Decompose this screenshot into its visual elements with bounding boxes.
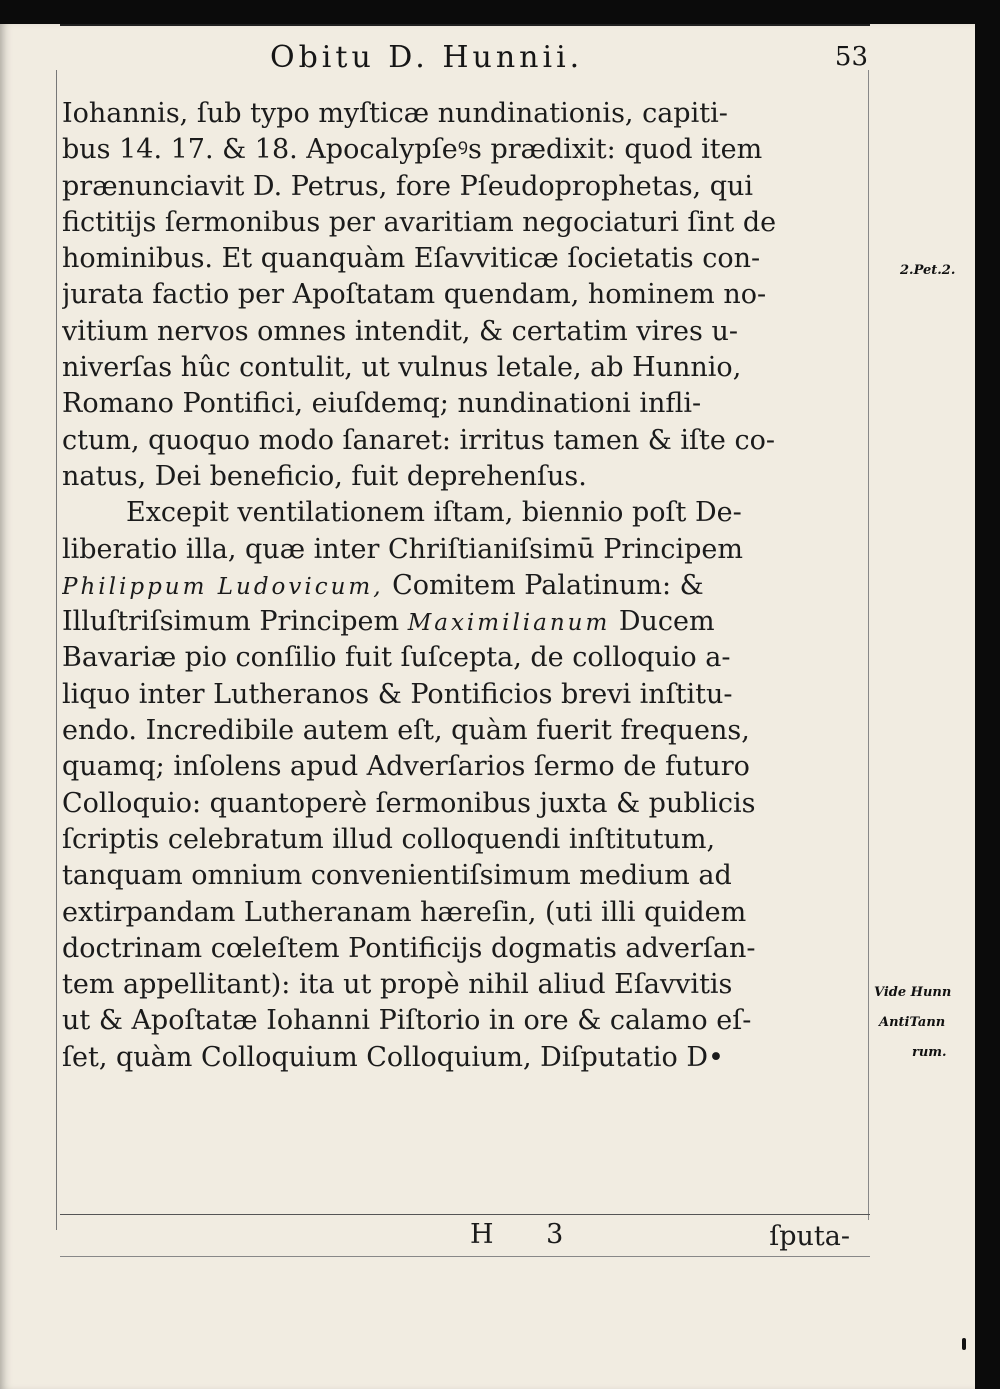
marginal-reference-line-2: AntiTann	[879, 1015, 946, 1030]
text-line: natus, Dei beneficio, fuit deprehenſus.	[62, 460, 587, 492]
text-line: Iohannis, ſub typo myſticæ nundinationis, capiti-	[62, 98, 728, 129]
text-line: doctrinam cœleſtem Pontificijs dogmatis adverſan-	[62, 932, 756, 964]
text-line: fictitijs ſermonibus per avaritiam negociaturi ſint de	[62, 206, 777, 238]
text-run: Comitem Palatinum: &	[383, 569, 704, 601]
lower-rule	[60, 1256, 870, 1257]
name-philippus-ludovicus: Philippum Ludovicum,	[62, 573, 384, 600]
top-rule	[60, 24, 870, 26]
paragraph-first-line: Excepit ventilationem iſtam, biennio poſt De-	[126, 497, 742, 529]
text-line: jurata factio per Apoſtatam quendam, hominem no-	[62, 279, 767, 311]
text-line: Colloquio: quantoperè ſermonibus juxta & publicis	[62, 787, 756, 819]
text-line: liberatio illa, quæ inter Chriſtianiſsimū Principem	[62, 533, 743, 565]
text-line: extirpandam Lutheranam hæreſin, (uti illi quidem	[62, 896, 747, 928]
text-line	[62, 568, 868, 604]
text-line: ctum, quoquo modo ſanaret: irritus tamen & iſte co-	[62, 424, 775, 456]
text-run: Ducem	[610, 606, 715, 638]
text-line: quamq; inſolens apud Adverſarios ſermo de futuro	[62, 751, 750, 783]
text-line: niverſas hûc contulit, ut vulnus letale, ab Hunnio,	[62, 352, 742, 384]
body-text	[62, 96, 868, 1076]
text-line: Bavariæ pio conſilio fuit ſuſcepta, de colloquio a-	[62, 642, 731, 674]
bottom-rule	[60, 1214, 870, 1215]
text-line: ſcriptis celebratum illud colloquendi inſtitutum,	[62, 823, 716, 855]
text-line: vitium nervos omnes intendit, & certatim vires u-	[62, 315, 738, 347]
marginal-reference-peter: 2.Pet.2.	[900, 263, 956, 278]
page-footer	[470, 1219, 870, 1259]
text-line: ut & Apoſtatæ Iohanni Piſtorio in ore & calamo eſ-	[62, 1005, 752, 1037]
marginal-reference-line-1: Vide Hunn	[874, 985, 952, 1000]
page-number: 53	[834, 42, 868, 72]
right-frame-rule	[868, 70, 869, 1220]
text-line: tem appellitant): ita ut propè nihil aliud Eſavvitis	[62, 969, 733, 1001]
page-header	[270, 40, 870, 90]
text-line: endo. Incredibile autem eſt, quàm fuerit frequens,	[62, 715, 750, 747]
left-frame-rule	[56, 70, 57, 1230]
text-run: Illuſtriſsimum Principem	[62, 606, 408, 638]
running-head: Obitu D. Hunnii.	[270, 40, 584, 75]
marginal-reference-line-3: rum.	[912, 1045, 947, 1060]
text-line: hominibus. Et quanquàm Eſavviticæ ſocietatis con-	[62, 243, 761, 275]
signature-mark: H 3	[470, 1219, 586, 1250]
name-maximilianus: Maximilianum	[407, 610, 611, 637]
text-line: prænunciavit D. Petrus, fore Pſeudoprophetas, qui	[62, 170, 754, 202]
text-line	[62, 604, 868, 640]
ink-speck	[962, 1338, 966, 1350]
text-line: bus 14. 17. & 18. Apocalypſeꝰs prædixit: quod item	[62, 134, 763, 166]
text-line: liquo inter Lutheranos & Pontificios brevi inſtitu-	[62, 678, 733, 710]
text-line: tanquam omnium convenientiſsimum medium ad	[62, 860, 732, 892]
text-line: Romano Pontifici, eiuſdemq; nundinationi infli-	[62, 388, 702, 420]
text-line: ſet, quàm Colloquium Colloquium, Diſputatio D•	[62, 1041, 724, 1073]
catchword: ſputa-	[769, 1221, 850, 1252]
